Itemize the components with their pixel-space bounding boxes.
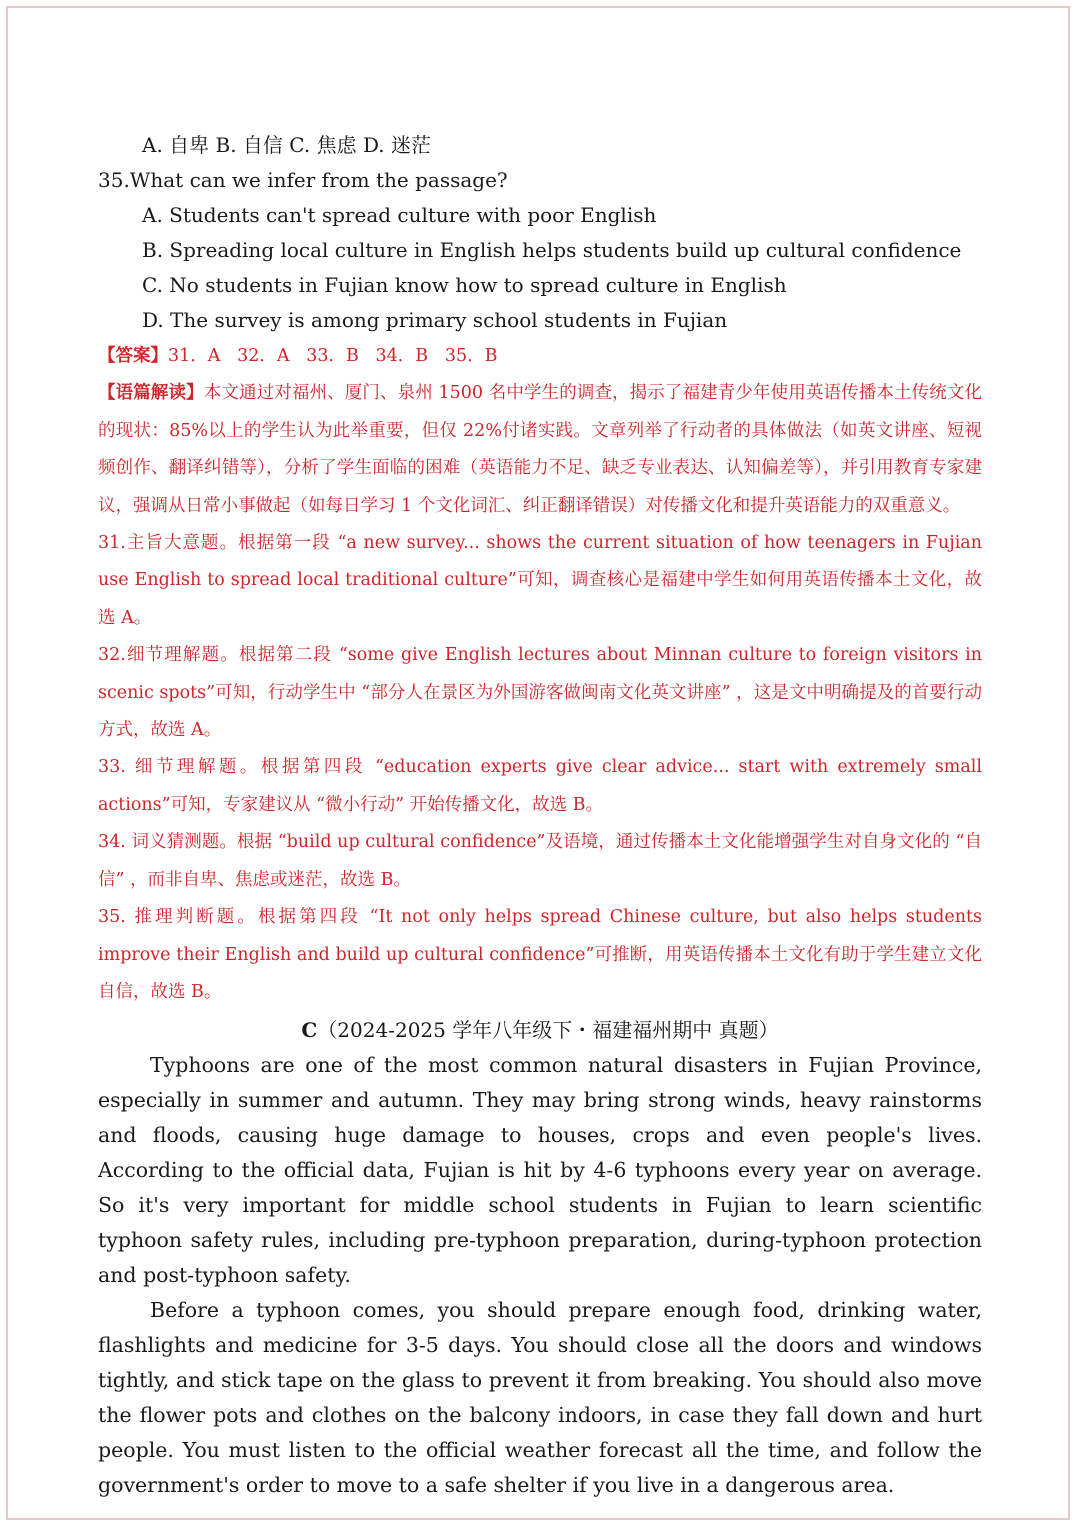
q35-option-d: D. The survey is among primary school students in Fujian (142, 308, 728, 332)
section-title (98, 1013, 982, 1048)
passage-paragraph-2: Before a typhoon comes, you should prepare enough food, drinking water, flashlights and medicine for 3-5 days. You should close all the doors and windows tightly, and stick tape on the glass to prevent it from breaking. You should also move the flower pots and clothes on the balcony indoors, in case they fall down and hurt people. You must listen to the official weather forecast all the time, and follow the government's order to move to a safe shelter if you live in a dangerous area. (98, 1298, 982, 1498)
explanation-33: 33. 细节理解题。根据第四段 “education experts give clear advice... start with extremely small actions”可知，专家建议从 “微小行动” 开始传播文化，故选 B。 (98, 757, 982, 815)
section-source: （2024-2025 学年八年级下・福建福州期中 真题） (317, 1018, 779, 1043)
passage-paragraph-1: Typhoons are one of the most common natural disasters in Fujian Province, especially in summer and autumn. They may bring strong winds, heavy rainstorms and floods, causing huge damage to houses, crops and even people's lives. According to the official data, Fujian is hit by 4-6 typhoons every year on average. So it's very important for middle school students in Fujian to learn scientific typhoon safety rules, including pre-typhoon preparation, during-typhoon protection and post-typhoon safety. (98, 1053, 982, 1288)
explanation-34: 34. 词义猜测题。根据 “build up cultural confidence”及语境，通过传播本土文化能增强学生对自身文化的 “自信” ，而非自卑、焦虑或迷茫，故选 B。 (98, 832, 982, 890)
q35-option-c: C. No students in Fujian know how to spread culture in English (142, 273, 787, 297)
document-page (98, 128, 982, 1503)
q35-option-a: A. Students can't spread culture with poor English (142, 203, 657, 227)
explanation-35: 35. 推理判断题。根据第四段 “It not only helps spread Chinese culture, but also helps students improve their English and build up cultural confidence”可推断，用英语传播本土文化有助于学生建立文化自信，故选 B。 (98, 907, 982, 1002)
explanation-31: 31.主旨大意题。根据第一段 “a new survey... shows the current situation of how teenagers in Fujian use English to spread local traditional culture”可知，调查核心是福建中学生如何用英语传播本土文化，故选 A。 (98, 533, 982, 628)
q35-stem: 35.What can we infer from the passage? (98, 168, 508, 192)
answer-text: 31．A 32．A 33．B 34．B 35．B (168, 346, 498, 366)
analysis-tag: 【语篇解读】 (98, 383, 204, 404)
q35-option-b: B. Spreading local culture in English helps students build up cultural confidence (142, 238, 962, 262)
analysis-text: 本文通过对福州、厦门、泉州 1500 名中学生的调查，揭示了福建青少年使用英语传播本土传统文化的现状：85%以上的学生认为此举重要，但仅 22%付诸实践。文章列举了行动者的具体做法（如英文讲座、短视频创作、翻译纠错等），分析了学生面临的困难（英语能力不足、缺乏专业表达、认知偏差等），并引用教育专家建议，强调从日常小事做起（如每日学习 1 个文化词汇、纠正翻译错误）对传播文化和提升英语能力的双重意义。 (98, 383, 982, 516)
answer-key (98, 338, 982, 375)
answer-tag: 【答案】 (98, 346, 168, 366)
section-letter: C (301, 1018, 318, 1043)
q34-options: A. 自卑 B. 自信 C. 焦虑 D. 迷茫 (142, 133, 431, 157)
passage-analysis (98, 375, 982, 525)
explanation-32: 32.细节理解题。根据第二段 “some give English lectures about Minnan culture to foreign visitors in scenic spots”可知，行动学生中 “部分人在景区为外国游客做闽南文化英文讲座” ，这是文中明确提及的首要行动方式，故选 A。 (98, 645, 982, 741)
